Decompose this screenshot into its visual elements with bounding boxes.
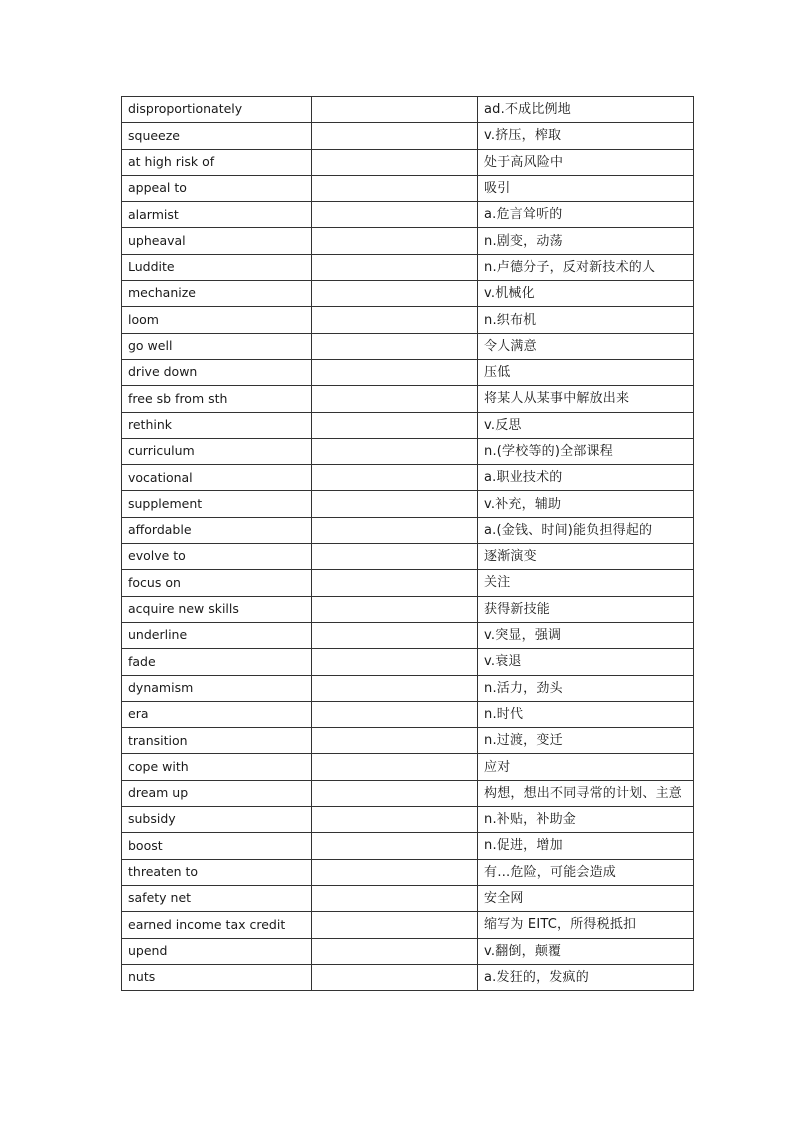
blank-cell — [312, 807, 478, 833]
chinese-meaning-cell: 压低 — [478, 359, 694, 385]
table-row — [122, 885, 694, 911]
blank-cell — [312, 333, 478, 359]
english-word-cell: subsidy — [122, 807, 312, 833]
blank-cell — [312, 123, 478, 149]
english-word-cell: at high risk of — [122, 149, 312, 175]
chinese-meaning-cell: 逐渐演变 — [478, 544, 694, 570]
english-word-cell: loom — [122, 307, 312, 333]
vocabulary-table-body — [122, 97, 694, 991]
table-row — [122, 938, 694, 964]
chinese-meaning-cell: v.反思 — [478, 412, 694, 438]
chinese-meaning-cell: 安全网 — [478, 885, 694, 911]
english-word-cell: upheaval — [122, 228, 312, 254]
blank-cell — [312, 833, 478, 859]
chinese-meaning-cell: a.危言耸听的 — [478, 202, 694, 228]
table-row — [122, 675, 694, 701]
chinese-meaning-cell: v.补充，辅助 — [478, 491, 694, 517]
table-row — [122, 254, 694, 280]
english-word-cell: nuts — [122, 964, 312, 990]
blank-cell — [312, 386, 478, 412]
table-row — [122, 175, 694, 201]
blank-cell — [312, 885, 478, 911]
english-word-cell: transition — [122, 728, 312, 754]
english-word-cell: threaten to — [122, 859, 312, 885]
chinese-meaning-cell: v.翻倒，颠覆 — [478, 938, 694, 964]
blank-cell — [312, 412, 478, 438]
table-row — [122, 964, 694, 990]
english-word-cell: safety net — [122, 885, 312, 911]
english-word-cell: dream up — [122, 780, 312, 806]
chinese-meaning-cell: 关注 — [478, 570, 694, 596]
chinese-meaning-cell: n.补贴，补助金 — [478, 807, 694, 833]
english-word-cell: fade — [122, 649, 312, 675]
chinese-meaning-cell: n.(学校等的)全部课程 — [478, 438, 694, 464]
english-word-cell: curriculum — [122, 438, 312, 464]
blank-cell — [312, 728, 478, 754]
blank-cell — [312, 649, 478, 675]
chinese-meaning-cell: 有…危险，可能会造成 — [478, 859, 694, 885]
table-row — [122, 123, 694, 149]
chinese-meaning-cell: n.活力，劲头 — [478, 675, 694, 701]
english-word-cell: appeal to — [122, 175, 312, 201]
english-word-cell: upend — [122, 938, 312, 964]
blank-cell — [312, 465, 478, 491]
chinese-meaning-cell: n.织布机 — [478, 307, 694, 333]
chinese-meaning-cell: ad.不成比例地 — [478, 97, 694, 123]
chinese-meaning-cell: 处于高风险中 — [478, 149, 694, 175]
blank-cell — [312, 544, 478, 570]
table-row — [122, 359, 694, 385]
english-word-cell: free sb from sth — [122, 386, 312, 412]
english-word-cell: cope with — [122, 754, 312, 780]
blank-cell — [312, 359, 478, 385]
english-word-cell: dynamism — [122, 675, 312, 701]
table-row — [122, 386, 694, 412]
blank-cell — [312, 307, 478, 333]
table-row — [122, 570, 694, 596]
chinese-meaning-cell: n.过渡，变迁 — [478, 728, 694, 754]
english-word-cell: evolve to — [122, 544, 312, 570]
table-row — [122, 491, 694, 517]
blank-cell — [312, 596, 478, 622]
english-word-cell: squeeze — [122, 123, 312, 149]
blank-cell — [312, 701, 478, 727]
chinese-meaning-cell: n.剧变，动荡 — [478, 228, 694, 254]
blank-cell — [312, 912, 478, 938]
table-row — [122, 97, 694, 123]
english-word-cell: supplement — [122, 491, 312, 517]
chinese-meaning-cell: n.卢德分子，反对新技术的人 — [478, 254, 694, 280]
table-row — [122, 807, 694, 833]
english-word-cell: boost — [122, 833, 312, 859]
blank-cell — [312, 570, 478, 596]
blank-cell — [312, 780, 478, 806]
blank-cell — [312, 97, 478, 123]
table-row — [122, 912, 694, 938]
table-row — [122, 780, 694, 806]
table-row — [122, 649, 694, 675]
table-row — [122, 149, 694, 175]
blank-cell — [312, 517, 478, 543]
table-row — [122, 333, 694, 359]
blank-cell — [312, 438, 478, 464]
blank-cell — [312, 491, 478, 517]
english-word-cell: earned income tax credit — [122, 912, 312, 938]
chinese-meaning-cell: a.职业技术的 — [478, 465, 694, 491]
chinese-meaning-cell: 令人满意 — [478, 333, 694, 359]
chinese-meaning-cell: 将某人从某事中解放出来 — [478, 386, 694, 412]
blank-cell — [312, 754, 478, 780]
chinese-meaning-cell: v.突显，强调 — [478, 622, 694, 648]
english-word-cell: underline — [122, 622, 312, 648]
english-word-cell: affordable — [122, 517, 312, 543]
blank-cell — [312, 964, 478, 990]
blank-cell — [312, 281, 478, 307]
table-row — [122, 754, 694, 780]
english-word-cell: rethink — [122, 412, 312, 438]
chinese-meaning-cell: v.衰退 — [478, 649, 694, 675]
english-word-cell: focus on — [122, 570, 312, 596]
chinese-meaning-cell: 吸引 — [478, 175, 694, 201]
blank-cell — [312, 228, 478, 254]
chinese-meaning-cell: n.时代 — [478, 701, 694, 727]
table-row — [122, 517, 694, 543]
english-word-cell: mechanize — [122, 281, 312, 307]
english-word-cell: vocational — [122, 465, 312, 491]
blank-cell — [312, 175, 478, 201]
table-row — [122, 307, 694, 333]
english-word-cell: drive down — [122, 359, 312, 385]
blank-cell — [312, 622, 478, 648]
table-row — [122, 281, 694, 307]
english-word-cell: alarmist — [122, 202, 312, 228]
table-row — [122, 438, 694, 464]
table-row — [122, 228, 694, 254]
table-row — [122, 596, 694, 622]
chinese-meaning-cell: a.发狂的，发疯的 — [478, 964, 694, 990]
english-word-cell: disproportionately — [122, 97, 312, 123]
table-row — [122, 202, 694, 228]
vocabulary-table — [121, 96, 694, 991]
table-row — [122, 544, 694, 570]
chinese-meaning-cell: v.机械化 — [478, 281, 694, 307]
chinese-meaning-cell: 缩写为 EITC，所得税抵扣 — [478, 912, 694, 938]
blank-cell — [312, 938, 478, 964]
english-word-cell: Luddite — [122, 254, 312, 280]
table-row — [122, 412, 694, 438]
english-word-cell: era — [122, 701, 312, 727]
blank-cell — [312, 149, 478, 175]
blank-cell — [312, 675, 478, 701]
blank-cell — [312, 202, 478, 228]
chinese-meaning-cell: n.促进，增加 — [478, 833, 694, 859]
chinese-meaning-cell: a.(金钱、时间)能负担得起的 — [478, 517, 694, 543]
blank-cell — [312, 859, 478, 885]
table-row — [122, 728, 694, 754]
table-row — [122, 465, 694, 491]
english-word-cell: acquire new skills — [122, 596, 312, 622]
chinese-meaning-cell: 应对 — [478, 754, 694, 780]
table-row — [122, 622, 694, 648]
chinese-meaning-cell: 获得新技能 — [478, 596, 694, 622]
table-row — [122, 701, 694, 727]
blank-cell — [312, 254, 478, 280]
table-row — [122, 859, 694, 885]
chinese-meaning-cell: 构想，想出不同寻常的计划、主意 — [478, 780, 694, 806]
table-row — [122, 833, 694, 859]
english-word-cell: go well — [122, 333, 312, 359]
chinese-meaning-cell: v.挤压，榨取 — [478, 123, 694, 149]
